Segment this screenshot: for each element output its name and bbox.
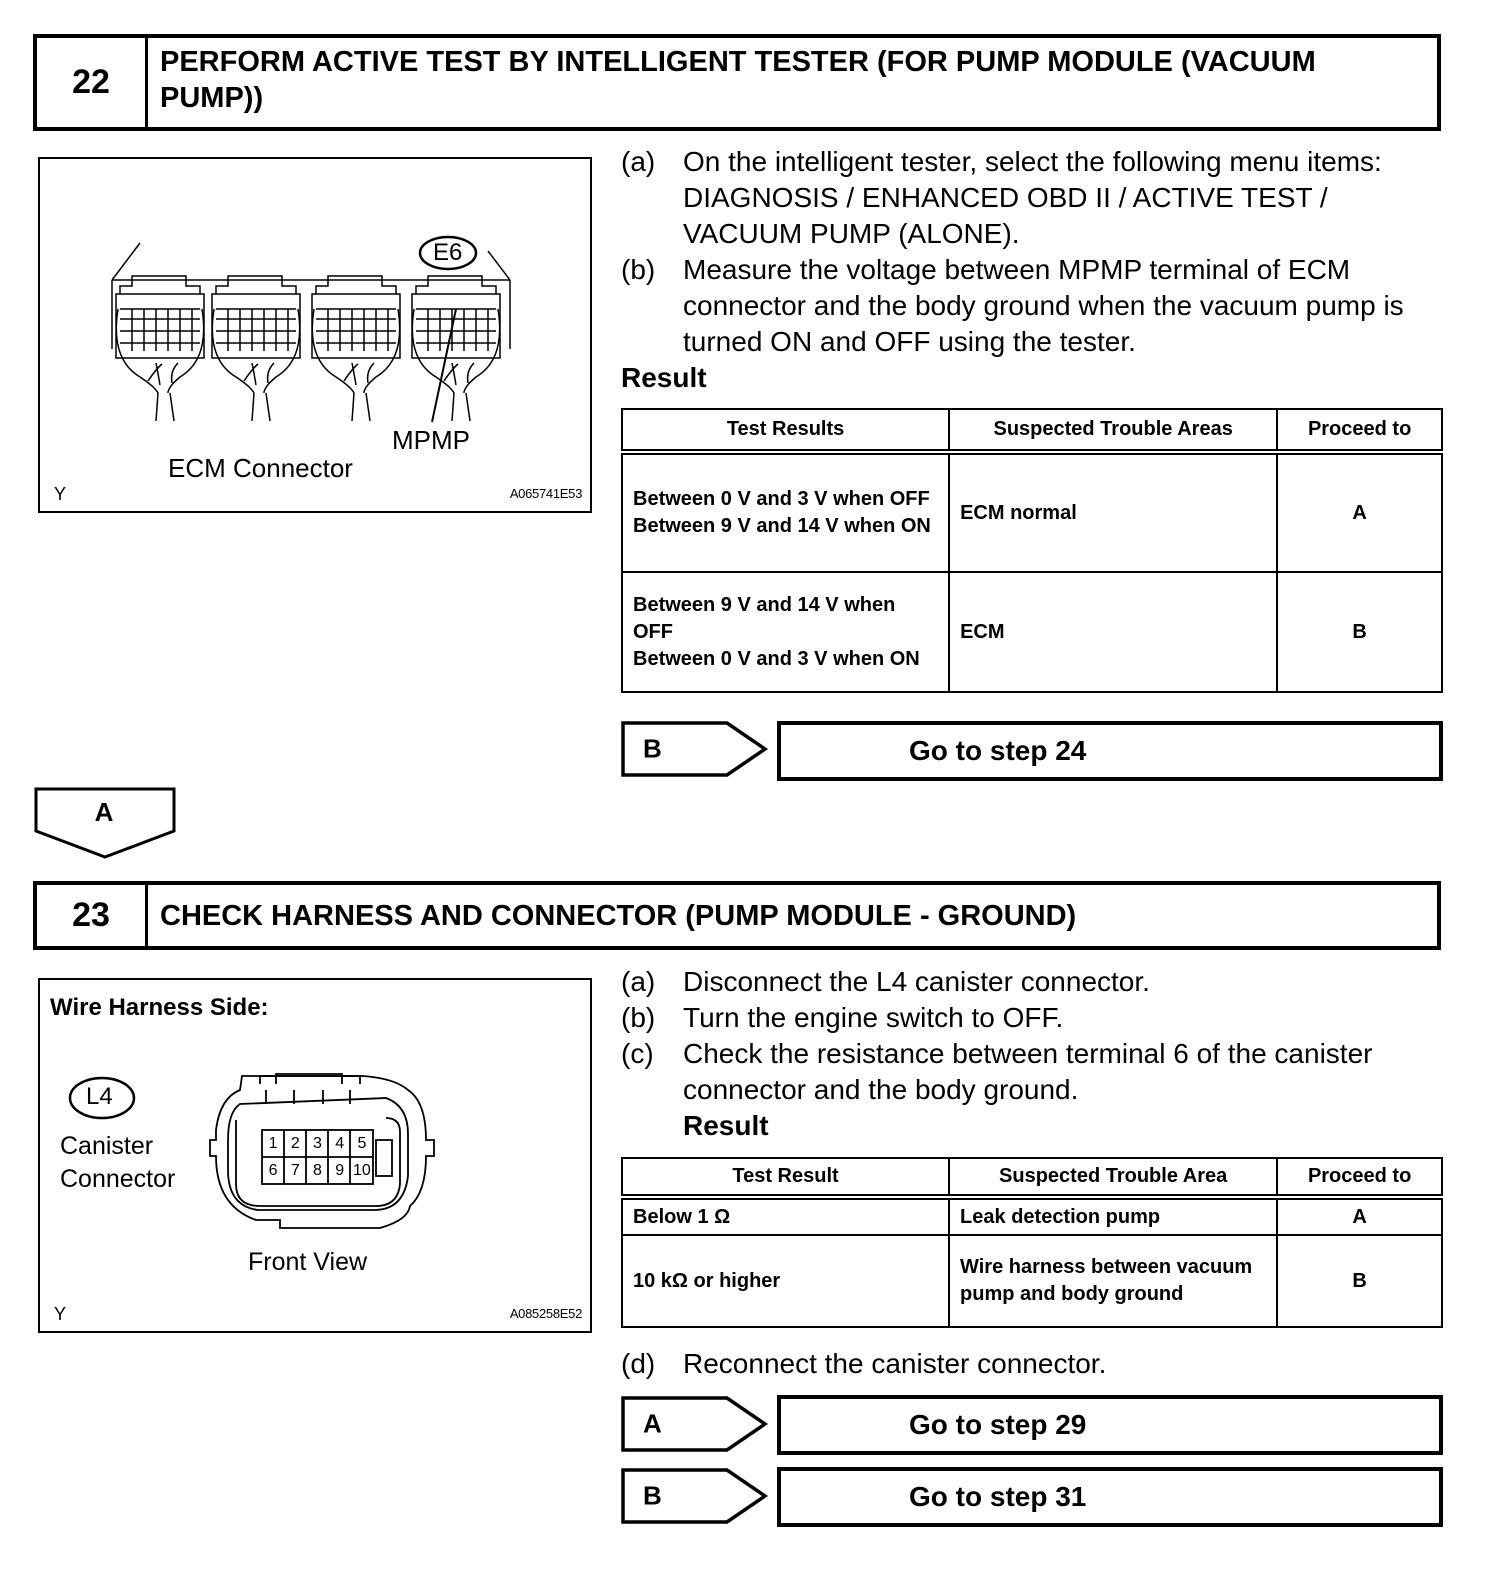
terminal-number: 7 <box>290 1162 300 1179</box>
connector-badge: L4 <box>86 1083 113 1110</box>
test-result-line: Between 9 V and 14 V when ON <box>633 515 931 537</box>
table-row <box>622 1197 1442 1235</box>
step-number: 23 <box>37 885 148 946</box>
instruction-label: (d) <box>621 1348 656 1379</box>
figure-caption: ECM Connector <box>168 453 353 483</box>
instruction-text: Measure the voltage between MPMP terminal of ECM connector and the body ground when the vacuum pump is turned ON and OFF using the tester. <box>683 254 1404 357</box>
branch-tag-b[interactable] <box>621 1468 769 1524</box>
figure-code: A085258E52 <box>509 1306 582 1321</box>
instruction-label: (b) <box>621 254 656 285</box>
go-to-step-link[interactable]: Go to step 29 <box>777 1395 1443 1455</box>
step-22-instructions <box>621 144 1451 396</box>
step-23-instructions <box>621 964 1451 1144</box>
test-result-line: Between 9 V and 14 V when OFF <box>633 593 896 643</box>
proceed-cell: A <box>1277 1197 1442 1235</box>
column-header: Test Results <box>622 409 949 452</box>
ecm-connector-figure <box>38 157 592 513</box>
trouble-area-cell: ECM normal <box>949 452 1277 572</box>
terminal-number: 3 <box>313 1135 322 1152</box>
column-header: Suspected Trouble Area <box>949 1158 1277 1197</box>
branch-tag-b[interactable] <box>621 721 769 777</box>
instruction-label: (b) <box>621 1002 656 1033</box>
instruction-text: Turn the engine switch to OFF. <box>683 1002 1064 1033</box>
step-22-header <box>33 34 1441 131</box>
trouble-area-cell: Leak detection pump <box>949 1197 1277 1235</box>
terminal-number: 4 <box>335 1135 345 1152</box>
step-23-final-instruction <box>621 1346 1451 1382</box>
table-row <box>622 572 1442 692</box>
branch-tag-a[interactable] <box>621 1396 769 1452</box>
terminal-number: 6 <box>268 1162 278 1179</box>
result-heading: Result <box>683 1110 769 1141</box>
instruction-item <box>621 1000 1451 1036</box>
instruction-text: Disconnect the L4 canister connector. <box>683 966 1150 997</box>
instruction-item <box>621 252 1451 360</box>
instruction-label: (a) <box>621 966 656 997</box>
instruction-label: (a) <box>621 146 656 177</box>
figure-heading: Wire Harness Side: <box>50 994 269 1021</box>
terminal-number: 9 <box>335 1162 345 1179</box>
figure-code: A065741E53 <box>509 486 582 501</box>
test-result-line: Between 0 V and 3 V when OFF <box>633 488 930 510</box>
step-title: PERFORM ACTIVE TEST BY INTELLIGENT TESTER (FOR PUMP MODULE (VACUUM PUMP)) <box>160 46 1316 114</box>
terminal-number: 10 <box>353 1162 371 1179</box>
column-header: Proceed to <box>1277 409 1442 452</box>
instruction-item <box>621 964 1451 1000</box>
tag-label: A <box>94 797 114 827</box>
proceed-cell: A <box>1277 452 1442 572</box>
continue-tag-a[interactable] <box>34 787 178 859</box>
table-row <box>622 1235 1442 1327</box>
terminal-number: 1 <box>268 1135 278 1152</box>
terminal-number: 5 <box>357 1135 367 1152</box>
trouble-area-cell: ECM <box>949 572 1277 692</box>
view-label: Front View <box>248 1248 368 1276</box>
instruction-text: Reconnect the canister connector. <box>683 1348 1107 1379</box>
step-22-result-table <box>621 408 1443 693</box>
result-heading: Result <box>621 362 707 393</box>
connector-label-line: Connector <box>60 1165 176 1193</box>
proceed-cell: B <box>1277 572 1442 692</box>
test-result-cell <box>622 452 949 572</box>
tag-label: A <box>643 1408 662 1439</box>
instruction-text: Check the resistance between terminal 6 of the canister connector and the body ground. <box>683 1038 1373 1105</box>
instruction-item <box>621 144 1451 252</box>
connector-badge: E6 <box>433 239 463 266</box>
column-header: Test Result <box>622 1158 949 1197</box>
column-header: Suspected Trouble Areas <box>949 409 1277 452</box>
instruction-text: On the intelligent tester, select the following menu items: DIAGNOSIS / ENHANCED OBD II / ACTIVE TEST / VACUUM PUMP (ALONE). <box>683 146 1382 249</box>
tag-label: B <box>643 1480 662 1511</box>
instruction-item <box>621 1346 1451 1382</box>
table-header-row <box>622 1158 1442 1197</box>
step-number: 22 <box>37 38 148 127</box>
connector-label <box>60 1130 175 1196</box>
instruction-label: (c) <box>621 1038 654 1069</box>
step-title: CHECK HARNESS AND CONNECTOR (PUMP MODULE - GROUND) <box>160 899 1077 932</box>
column-header: Proceed to <box>1277 1158 1442 1197</box>
test-result-line: Between 0 V and 3 V when ON <box>633 647 920 670</box>
go-to-step-link[interactable]: Go to step 24 <box>777 721 1443 781</box>
pointer-label: MPMP <box>392 425 470 455</box>
instruction-item <box>621 1036 1451 1108</box>
step-23-result-table <box>621 1157 1443 1328</box>
connector-label-line: Canister <box>60 1132 154 1160</box>
proceed-cell: B <box>1277 1235 1442 1327</box>
go-to-step-link[interactable]: Go to step 31 <box>777 1467 1443 1527</box>
table-header-row <box>622 409 1442 452</box>
test-result-cell <box>622 572 949 692</box>
terminal-number: 2 <box>290 1135 300 1152</box>
test-result-cell: 10 kΩ or higher <box>622 1235 949 1327</box>
figure-corner-mark: Y <box>54 1304 67 1324</box>
figure-corner-mark: Y <box>54 484 67 504</box>
step-23-header <box>33 881 1441 950</box>
terminal-grid <box>262 1130 373 1184</box>
canister-connector-figure <box>38 978 592 1333</box>
trouble-area-cell: Wire harness between vacuum pump and body ground <box>949 1235 1277 1327</box>
tag-label: B <box>643 733 662 764</box>
table-row <box>622 452 1442 572</box>
terminal-number: 8 <box>313 1162 322 1179</box>
test-result-cell: Below 1 Ω <box>622 1197 949 1235</box>
